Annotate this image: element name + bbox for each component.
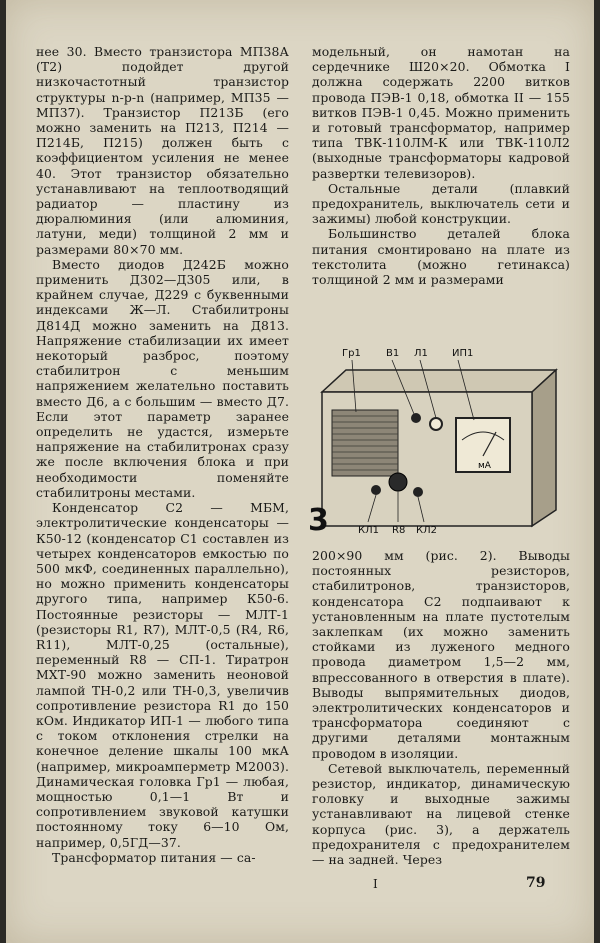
label-gr1: Гр1 xyxy=(342,348,361,359)
figure-number: 3 xyxy=(308,503,329,536)
case-top xyxy=(322,370,556,392)
case-side xyxy=(532,370,556,526)
paragraph: Трансформатор питания — са- xyxy=(52,849,256,865)
page-number: 79 xyxy=(526,875,546,891)
paragraph: Сетевой выключатель, переменный резистор, индикатор, динамическую головку и выходные зажимы устанавливают на лицевой стенке корпуса (рис. 3), а держатель предохранителя с предохранителем — на задней. Через xyxy=(312,760,570,868)
meter-unit-label: мА xyxy=(478,461,491,471)
left-column xyxy=(36,44,289,865)
indicator-lamp xyxy=(430,418,442,430)
power-switch xyxy=(411,413,421,423)
figure-3-illustration xyxy=(306,340,572,536)
paragraph: Остальные детали (плавкий предохранитель, выключатель сети и зажимы) любой конструкции. xyxy=(312,180,570,227)
book-page xyxy=(6,0,594,943)
label-ip1: ИП1 xyxy=(452,348,474,359)
label-r8: R8 xyxy=(392,525,406,536)
right-column-bottom xyxy=(312,548,570,867)
paragraph: 200×90 мм (рис. 2). Выводы постоянных резисторов, стабилитронов, транзисторов, конденсатора С2 подпаивают к установленным на плате пустотелым заклепкам (их можно заменить стойками из луженого медного провода диаметром 1,5—2 мм, впрессованного в отверстия в плате). Выводы выпрямительных диодов, электролитических конденсаторов и трансформатора соединяют с другими деталями монтажным проводом в изоляции. xyxy=(312,548,570,761)
paragraph: нее 30. Вместо транзистора МП38А (Т2) подойдет другой низкочастотный транзистор структуры n-p-n (например, МП35 — МП37). Транзистор П213Б (его можно заменить на П213, П214 — П214Б, П215) должен быть с коэффициентом усиления не менее 40. Этот транзистор обязательно устанавливают на теплоотводящий радиатор — пластину из дюралюминия (или алюминия, латуни, меди) толщиной 2 мм и размерами 80×70 мм. xyxy=(36,44,289,257)
footer-mark: I xyxy=(373,877,378,891)
paragraph: Большинство деталей блока питания смонтировано на плате из текстолита (можно гетинакса) толщиной 2 мм и размерами xyxy=(312,226,570,288)
label-kl1: КЛ1 xyxy=(358,525,379,536)
terminal-kl2 xyxy=(413,487,423,497)
label-kl2: КЛ2 xyxy=(416,525,437,536)
power-supply-case-drawing xyxy=(306,340,572,536)
label-l1: Л1 xyxy=(414,348,428,359)
volume-knob xyxy=(389,473,407,491)
right-column-top xyxy=(312,44,570,287)
paragraph: Вместо диодов Д242Б можно применить Д302—Д305 или, в крайнем случае, Д229 с буквенными индексами Ж—Л. Стабилитроны Д814Д можно заменить на Д813. Напряжение стабилизации их имеет некоторый разброс, поэтому стабилитрон с меньшим напряжением желательно поставить вместо Д6, а с большим — вместо Д7. Если этот параметр заранее определить не удастся, измерьте напряжение на стабилитронах сразу же после включения блока и при необходимости поменяйте стабилитроны местами. xyxy=(36,256,289,500)
terminal-kl1 xyxy=(371,485,381,495)
label-v1: В1 xyxy=(386,348,400,359)
speaker-grille xyxy=(332,410,398,476)
paragraph: модельный, он намотан на сердечнике Ш20×20. Обмотка I должна содержать 2200 витков провода ПЭВ-1 0,18, обмотка II — 155 витков ПЭВ-1 0,45. Можно применить и готовый трансформатор, например типа ТВК-110ЛМ-К или ТВК-110Л2 (выходные трансформаторы кадровой развертки телевизоров). xyxy=(312,44,570,181)
paragraph: Конденсатор С2 — МБМ, электролитические конденсаторы — К50-12 (конденсатор С1 составлен из четырех конденсаторов емкостью по 500 мкФ, соединенных параллельно), но можно применить конденсаторы другого типа, например К50-6. Постоянные резисторы — МЛТ-1 (резисторы R1, R7), МЛТ-0,5 (R4, R6, R11), МЛТ-0,25 (остальные), переменный R8 — СП-1. Тиратрон МХТ-90 можно заменить неоновой лампой ТН-0,2 или ТН-0,3, увеличив сопротивление резистора R1 до 150 кОм. Индикатор ИП-1 — любого типа с током отклонения стрелки на конечное деление шкалы 100 мкА (например, микроамперметр М2003). Динамическая головка Гр1 — любая, мощностью 0,1—1 Вт и сопротивлением звуковой катушки постоянному току 6—10 Ом, например, 0,5ГД—37. xyxy=(36,500,289,850)
